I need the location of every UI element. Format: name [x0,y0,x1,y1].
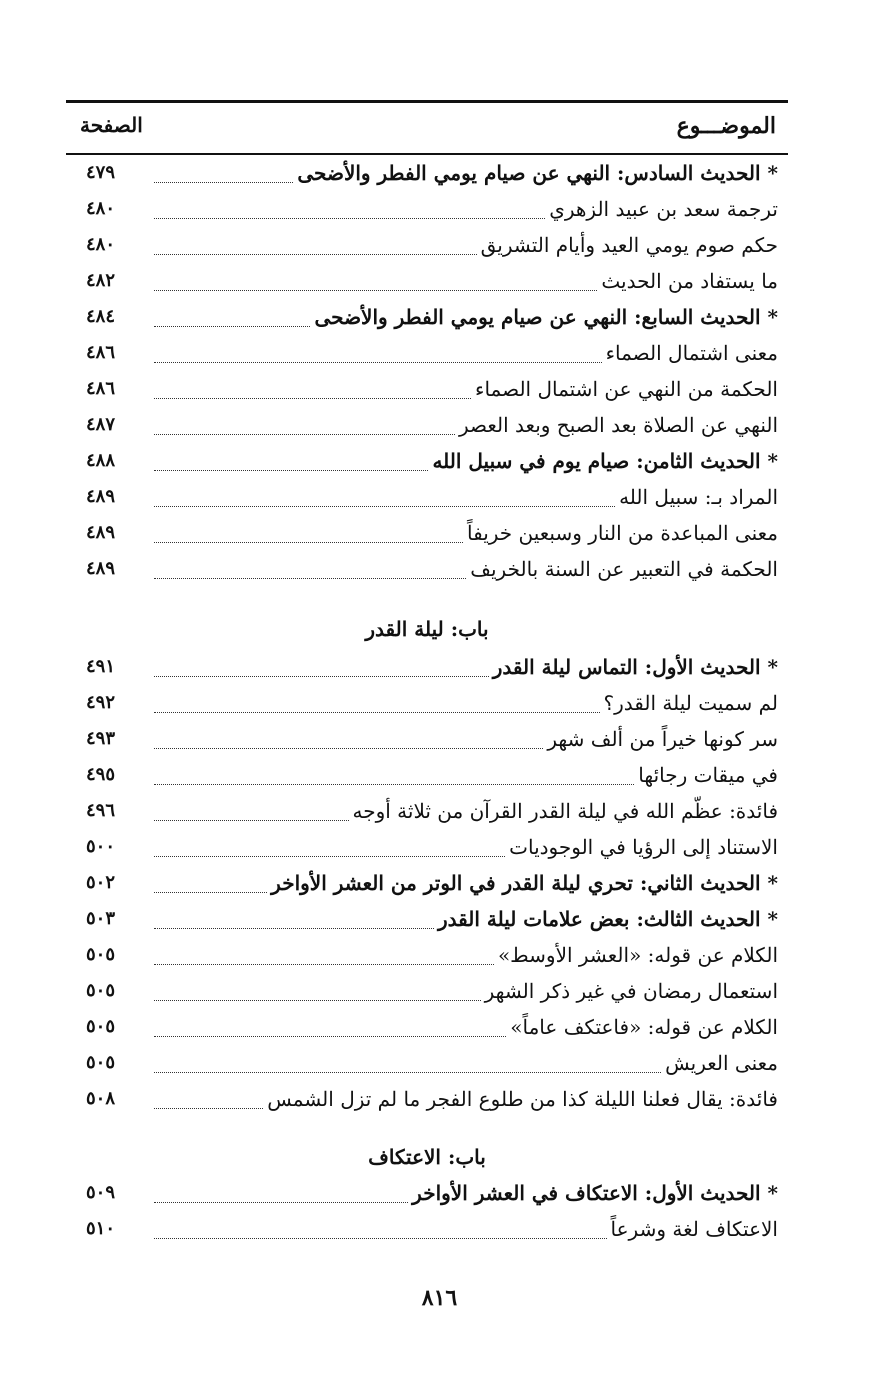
page-column-header: الصفحة [80,113,143,137]
toc-entry-page: ٥٠٥ [86,980,116,1001]
toc-entry-title: استعمال رمضان في غير ذكر الشهر [484,979,778,1003]
toc-entry-line [154,1211,778,1247]
toc-entry-page: ٤٨٩ [86,486,116,507]
toc-entry-page: ٥٠٨ [86,1088,116,1109]
toc-entry[interactable] [66,901,788,937]
toc-entry[interactable] [66,551,788,587]
dot-leader [154,433,455,435]
toc-entry-page: ٤٨٧ [86,414,116,435]
toc-entry-line [154,263,778,299]
toc-entry-title: * الحديث السابع: النهي عن صيام يومي الفطر والأضحى [314,305,778,329]
toc-entry-title: معنى اشتمال الصماء [605,341,778,365]
toc-entry[interactable] [66,685,788,721]
dot-leader [154,505,615,507]
toc-entry[interactable] [66,721,788,757]
toc-entry-page: ٤٨٩ [86,522,116,543]
toc-entry-title: * الحديث الثالث: بعض علامات ليلة القدر [437,907,778,931]
toc-entry-page: ٤٩٥ [86,764,116,785]
toc-entry-page: ٥٠٥ [86,1016,116,1037]
toc-list [66,155,788,1255]
dot-leader [154,927,434,929]
dot-leader [154,361,602,363]
dot-leader [154,1107,263,1109]
dot-leader [154,181,293,183]
dot-leader [154,469,428,471]
toc-entry-title: * الحديث الأول: الاعتكاف في العشر الأواخر [412,1181,778,1205]
toc-entry[interactable] [66,937,788,973]
toc-entry-line [154,829,778,865]
toc-entry-line [154,649,778,685]
dot-leader [154,675,489,677]
toc-entry-page: ٥٠٥ [86,944,116,965]
dot-leader [154,747,543,749]
toc-entry-page: ٥٠٥ [86,1052,116,1073]
toc-entry[interactable] [66,973,788,1009]
toc-entry-page: ٥٠٩ [86,1182,116,1203]
dot-leader [154,819,349,821]
toc-entry-line [154,793,778,829]
toc-entry-line [154,1009,778,1045]
dot-leader [154,577,466,579]
toc-entry-title: النهي عن الصلاة بعد الصبح وبعد العصر [459,413,778,437]
toc-entry-title: فائدة: يقال فعلنا الليلة كذا من طلوع الفجر ما لم تزل الشمس [267,1087,778,1111]
dot-leader [154,1201,408,1203]
toc-entry-line [154,479,778,515]
toc-entry[interactable] [66,515,788,551]
toc-entry-page: ٤٨٤ [86,306,116,327]
toc-entry-line [154,515,778,551]
toc-entry-title: الاعتكاف لغة وشرعاً [610,1217,778,1241]
toc-entry-page: ٥٠٠ [86,836,116,857]
toc-entry-page: ٤٨٠ [86,234,116,255]
toc-entry-page: ٤٨٠ [86,198,116,219]
toc-entry[interactable] [66,191,788,227]
dot-leader [154,1237,607,1239]
toc-entry[interactable] [66,865,788,901]
toc-entry-page: ٥١٠ [86,1218,116,1239]
toc-entry[interactable] [66,443,788,479]
dot-leader [154,891,267,893]
toc-entry-page: ٤٨٢ [86,270,116,291]
toc-entry-title: لم سميت ليلة القدر؟ [603,691,778,715]
section-heading: باب: ليلة القدر [365,617,489,641]
toc-entry[interactable] [66,1081,788,1117]
dot-leader [154,289,597,291]
toc-entry-line [154,1045,778,1081]
toc-entry[interactable] [66,407,788,443]
toc-entry-title: الكلام عن قوله: «العشر الأوسط» [497,943,778,967]
toc-entry-page: ٥٠٣ [86,908,116,929]
toc-entry-page: ٤٩١ [86,656,116,677]
toc-entry[interactable] [66,155,788,191]
toc-entry-title: * الحديث الثامن: صيام يوم في سبيل الله [432,449,778,473]
toc-entry-line [154,551,778,587]
dot-leader [154,397,471,399]
toc-entry-page: ٤٨٩ [86,558,116,579]
toc-entry-line [154,227,778,263]
topic-column-header: الموضـــوع [676,113,776,139]
dot-leader [154,783,634,785]
toc-header [66,103,788,155]
toc-entry-title: في ميقات رجائها [638,763,778,787]
toc-entry[interactable] [66,757,788,793]
toc-entry-line [154,973,778,1009]
toc-entry-page: ٤٩٦ [86,800,116,821]
toc-entry[interactable] [66,227,788,263]
toc-entry-title: فائدة: عظّم الله في ليلة القدر القرآن من ثلاثة أوجه [352,799,778,823]
toc-entry-title: ترجمة سعد بن عبيد الزهري [549,197,778,221]
toc-entry[interactable] [66,649,788,685]
toc-entry-line [154,371,778,407]
dot-leader [154,253,477,255]
toc-entry-page: ٤٩٢ [86,692,116,713]
toc-entry-line [154,407,778,443]
toc-entry-title: سر كونها خيراً من ألف شهر [547,727,778,751]
dot-leader [154,711,600,713]
page-number: ٨١٦ [421,1285,458,1311]
toc-entry-title: الكلام عن قوله: «فاعتكف عاماً» [510,1015,778,1039]
toc-entry[interactable] [66,263,788,299]
toc-entry-title: حكم صوم يومي العيد وأيام التشريق [480,233,778,257]
toc-entry-line [154,865,778,901]
toc-entry-line [154,155,778,191]
toc-entry[interactable] [66,1211,788,1247]
toc-entry-page: ٤٨٨ [86,450,116,471]
toc-entry-title: ما يستفاد من الحديث [601,269,778,293]
toc-entry-line [154,937,778,973]
dot-leader [154,541,463,543]
dot-leader [154,1071,661,1073]
toc-entry[interactable] [66,829,788,865]
toc-entry-line [154,757,778,793]
dot-leader [154,325,310,327]
toc-page [66,100,788,1255]
toc-entry[interactable] [66,1175,788,1211]
toc-entry-line [154,1081,778,1117]
dot-leader [154,999,481,1001]
section-heading: باب: الاعتكاف [368,1145,486,1169]
toc-entry[interactable] [66,479,788,515]
toc-entry-title: الحكمة من النهي عن اشتمال الصماء [475,377,778,401]
toc-entry-page: ٤٨٦ [86,378,116,399]
dot-leader [154,963,494,965]
toc-entry-title: الحكمة في التعبير عن السنة بالخريف [470,557,778,581]
toc-entry-title: معنى المباعدة من النار وسبعين خريفاً [466,521,778,545]
toc-entry[interactable] [66,371,788,407]
dot-leader [154,217,545,219]
toc-entry-line [154,685,778,721]
dot-leader [154,855,505,857]
toc-entry-title: * الحديث السادس: النهي عن صيام يومي الفطر والأضحى [297,161,778,185]
toc-entry-line [154,335,778,371]
toc-entry-page: ٤٧٩ [86,162,116,183]
toc-entry-line [154,299,778,335]
toc-entry-title: الاستناد إلى الرؤيا في الوجوديات [509,835,778,859]
toc-entry-title: المراد بـ: سبيل الله [619,485,778,509]
dot-leader [154,1035,506,1037]
toc-entry-title: معنى العريش [665,1051,778,1075]
toc-entry-line [154,191,778,227]
toc-entry[interactable] [66,1009,788,1045]
toc-entry-page: ٥٠٢ [86,872,116,893]
toc-entry-page: ٤٨٦ [86,342,116,363]
toc-entry[interactable] [66,1045,788,1081]
toc-entry[interactable] [66,335,788,371]
toc-entry-line [154,1175,778,1211]
toc-entry-title: * الحديث الأول: التماس ليلة القدر [492,655,778,679]
toc-entry-page: ٤٩٣ [86,728,116,749]
toc-entry-line [154,443,778,479]
toc-entry-title: * الحديث الثاني: تحري ليلة القدر في الوتر من العشر الأواخر [271,871,778,895]
toc-entry-line [154,901,778,937]
toc-entry[interactable] [66,299,788,335]
toc-entry[interactable] [66,793,788,829]
toc-entry-line [154,721,778,757]
